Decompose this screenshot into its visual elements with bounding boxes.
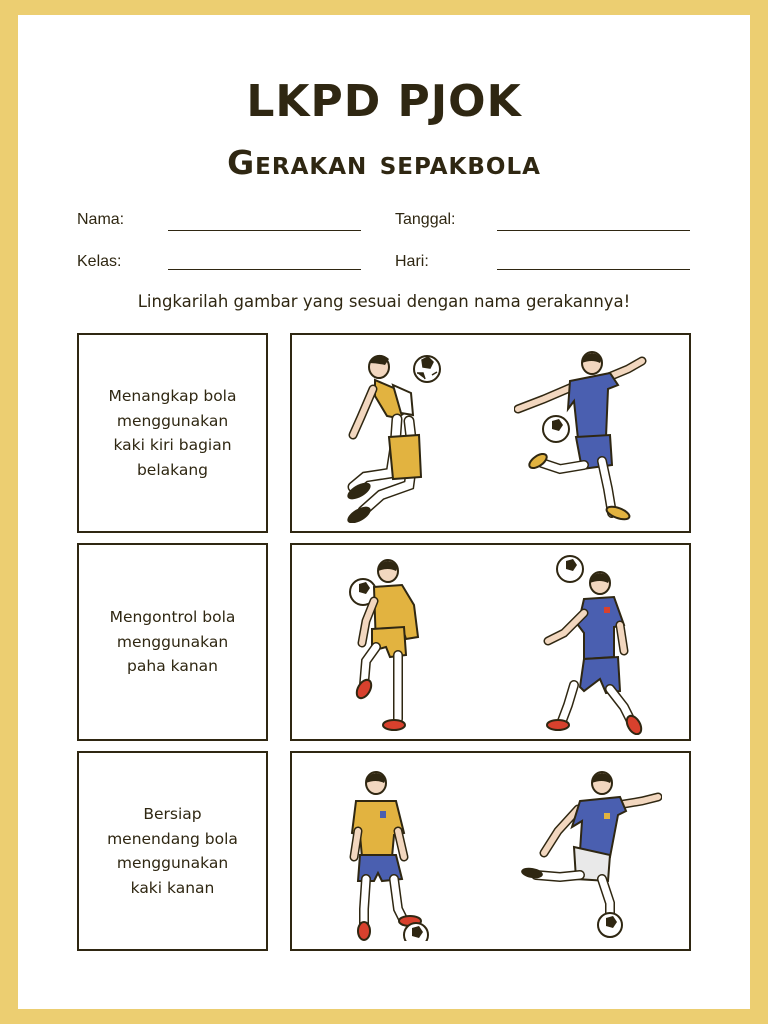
date-label: Tanggal: (395, 211, 456, 228)
row-1-description: Menangkap bola menggunakan kaki kiri bagian belakang (108, 387, 237, 479)
name-label: Nama: (77, 211, 125, 228)
page-title: LKPD PJOK (246, 76, 522, 127)
row-3-description: Bersiap menendang bola menggunakan kaki kanan (107, 805, 238, 897)
player-thigh-control-icon[interactable] (346, 555, 426, 735)
player-knee-juggle-icon[interactable] (538, 555, 648, 735)
player-jumping-chest-control-icon[interactable] (337, 345, 447, 523)
instruction-text: Lingkarilah gambar yang sesuai dengan nama gerakannya! (137, 292, 631, 311)
day-fill-line[interactable] (497, 269, 690, 270)
name-fill-line[interactable] (168, 230, 361, 231)
class-fill-line[interactable] (168, 269, 361, 270)
row-1-images-box (290, 333, 691, 533)
day-label: Hari: (395, 253, 429, 270)
row-2-images-box (290, 543, 691, 741)
class-label: Kelas: (77, 253, 122, 270)
date-fill-line[interactable] (497, 230, 690, 231)
row-3-description-box (77, 751, 268, 951)
page-subtitle: Gerakan sepakbola (227, 143, 541, 182)
row-3-images-box (290, 751, 691, 951)
player-foot-on-ball-icon[interactable] (344, 769, 434, 941)
row-2-description-box (77, 543, 268, 741)
player-back-heel-kick-icon[interactable] (514, 349, 654, 521)
row-1-description-box (77, 333, 268, 533)
player-kicking-icon[interactable] (520, 769, 662, 941)
row-2-description: Mengontrol bola menggunakan paha kanan (109, 608, 236, 676)
